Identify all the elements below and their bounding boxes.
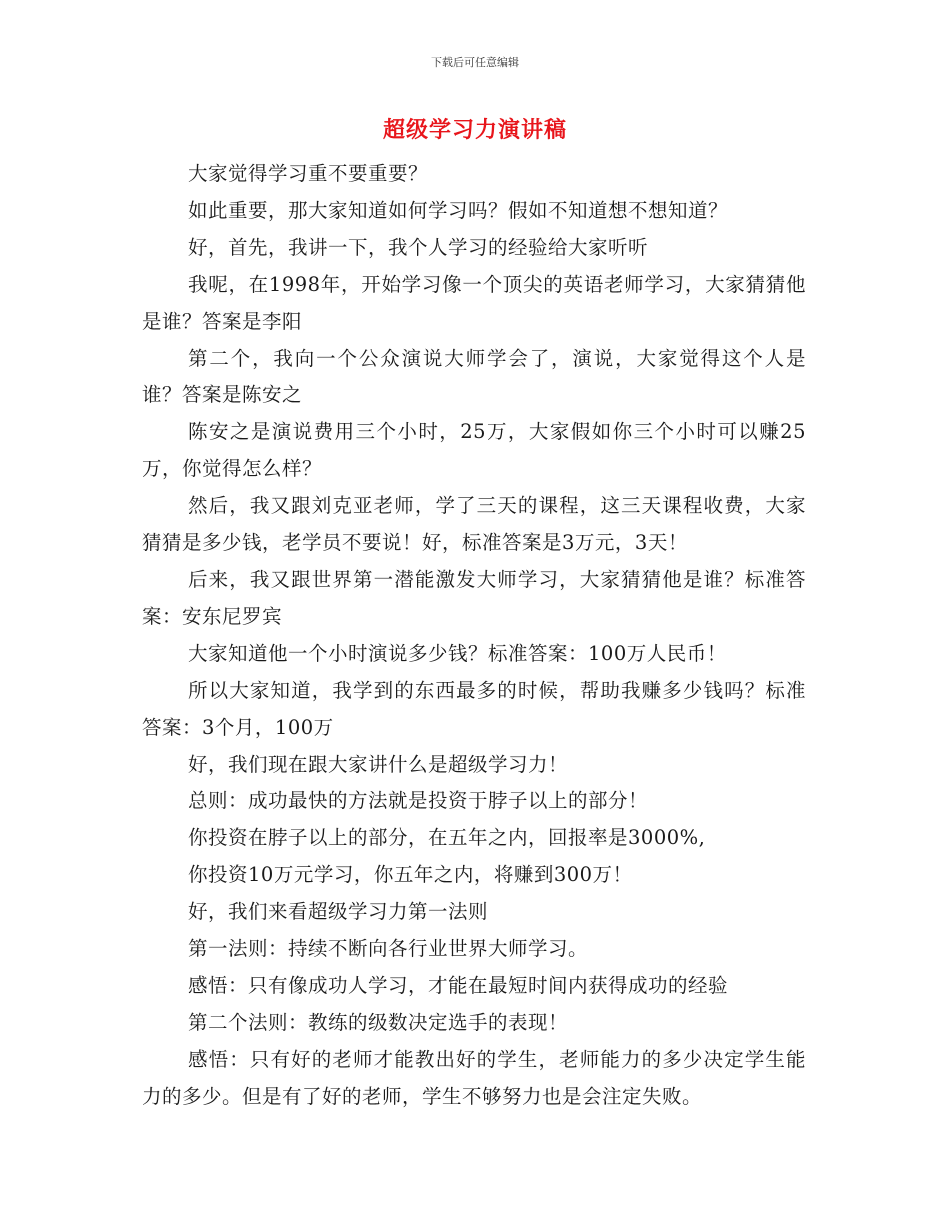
paragraph: 我呢，在1998年，开始学习像一个顶尖的英语老师学习，大家猜猜他是谁？答案是李阳 <box>142 272 806 333</box>
paragraph: 感悟：只有像成功人学习，才能在最短时间内获得成功的经验 <box>188 973 729 997</box>
paragraph: 你投资在脖子以上的部分，在五年之内，回报率是3000%, <box>188 826 706 850</box>
document-title: 超级学习力演讲稿 <box>382 118 567 143</box>
paragraph: 陈安之是演说费用三个小时，25万，大家假如你三个小时可以赚25万，你觉得怎么样？ <box>142 420 806 481</box>
paragraph: 好，我们现在跟大家讲什么是超级学习力！ <box>188 752 569 776</box>
paragraph: 然后，我又跟刘克亚老师，学了三天的课程，这三天课程收费，大家猜猜是多少钱，老学员不要说！好，标准答案是3万元，3天！ <box>142 494 806 555</box>
paragraph: 第二个法则：教练的级数决定选手的表现！ <box>188 1010 569 1034</box>
header-note: 下载后可任意编辑 <box>431 56 519 69</box>
paragraph: 大家觉得学习重不要重要？ <box>188 162 429 185</box>
document-body <box>142 156 806 1116</box>
paragraph: 你投资10万元学习，你五年之内，将赚到300万！ <box>188 863 633 887</box>
paragraph: 所以大家知道，我学到的东西最多的时候，帮助我赚多少钱吗？标准答案：3个月，100万 <box>142 678 806 739</box>
paragraph: 大家知道他一个小时演说多少钱？标准答案：100万人民币！ <box>188 641 727 665</box>
paragraph: 第二个，我向一个公众演说大师学会了，演说，大家觉得这个人是谁？答案是陈安之 <box>142 346 806 407</box>
paragraph: 总则：成功最快的方法就是投资于脖子以上的部分！ <box>188 789 649 813</box>
paragraph: 后来，我又跟世界第一潜能激发大师学习，大家猜猜他是谁？标准答案：安东尼罗宾 <box>142 567 806 628</box>
paragraph: 如此重要，那大家知道如何学习吗？假如不知道想不想知道？ <box>188 198 729 222</box>
paragraph: 好，我们来看超级学习力第一法则 <box>188 900 489 924</box>
paragraph: 好，首先，我讲一下，我个人学习的经验给大家听听 <box>188 235 649 259</box>
paragraph: 第一法则：持续不断向各行业世界大师学习。 <box>188 937 589 961</box>
paragraph: 感悟：只有好的老师才能教出好的学生，老师能力的多少决定学生能力的多少。但是有了好的老师，学生不够努力也是会注定失败。 <box>142 1047 806 1108</box>
